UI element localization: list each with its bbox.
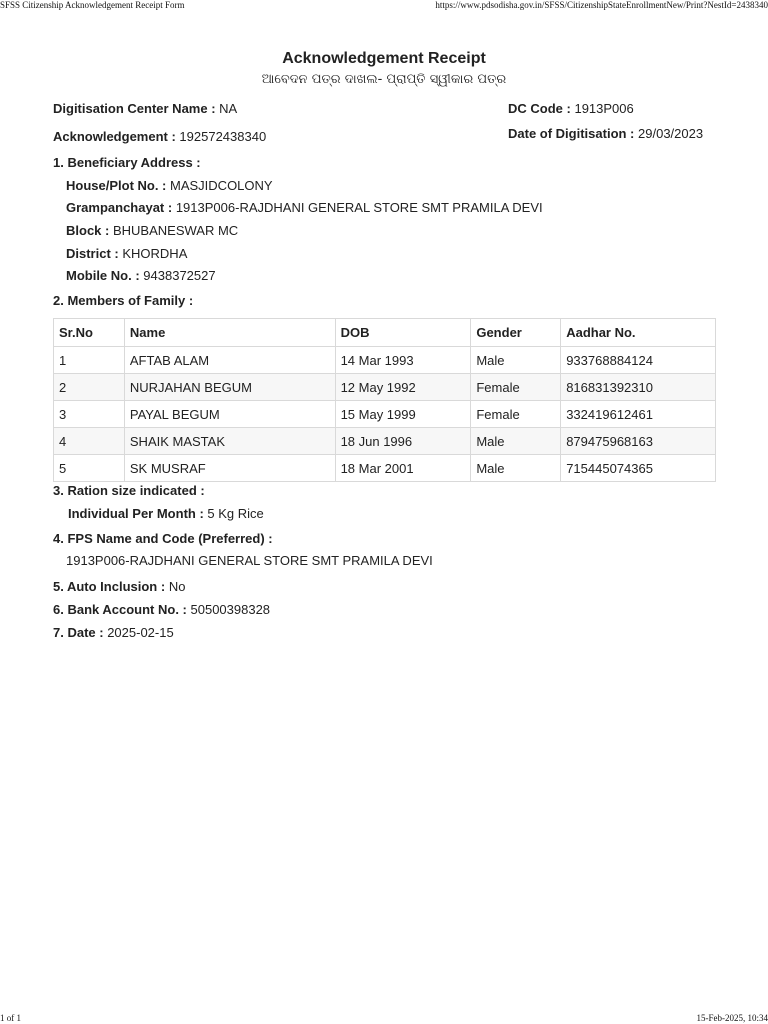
cell-aadhar: 933768884124 (561, 347, 716, 374)
grampanchayat-row (66, 200, 543, 216)
cell-gender: Male (471, 347, 561, 374)
print-header (0, 0, 768, 12)
page-title: Acknowledgement Receipt (282, 50, 486, 67)
cell-aadhar: 332419612461 (561, 401, 716, 428)
acknowledgement-row (53, 129, 266, 145)
date-row (53, 625, 174, 641)
members-heading: 2. Members of Family : (53, 293, 194, 308)
block-row (66, 223, 238, 239)
ration-value: 5 Kg Rice (207, 506, 264, 521)
cell-name: SK MUSRAF (124, 455, 335, 482)
center-name-row (53, 101, 237, 117)
center-name-value: NA (219, 101, 238, 116)
cell-aadhar: 816831392310 (561, 374, 716, 401)
cell-dob: 14 Mar 1993 (335, 347, 471, 374)
table-row (54, 401, 716, 428)
table-row (54, 347, 716, 374)
cell-gender: Male (471, 455, 561, 482)
page-subtitle-odia: ଆବେଦନ ପତ୍ର ଦାଖଲ- ପ୍ରାପ୍ତି ସ୍ୱୀକାର ପତ୍ର (261, 72, 507, 87)
col-gender: Gender (471, 319, 561, 347)
table-row (54, 428, 716, 455)
members-header-row (54, 319, 716, 347)
col-name: Name (124, 319, 335, 347)
cell-name: AFTAB ALAM (124, 347, 335, 374)
table-row (54, 374, 716, 401)
date-digitisation-label: Date of Digitisation : (508, 126, 635, 141)
district-row (66, 246, 187, 262)
date-label: 7. Date : (53, 625, 104, 640)
mobile-label: Mobile No. : (66, 268, 140, 283)
address-heading: 1. Beneficiary Address : (53, 155, 201, 170)
auto-inclusion-label: 5. Auto Inclusion : (53, 579, 166, 594)
auto-inclusion-row (53, 579, 185, 595)
table-row (54, 455, 716, 482)
acknowledgement-value: 192572438340 (179, 129, 267, 144)
cell-srno: 4 (54, 428, 125, 455)
fps-heading: 4. FPS Name and Code (Preferred) : (53, 531, 273, 546)
cell-name: NURJAHAN BEGUM (124, 374, 335, 401)
cell-aadhar: 715445074365 (561, 455, 716, 482)
cell-name: SHAIK MASTAK (124, 428, 335, 455)
mobile-value: 9438372527 (143, 268, 216, 283)
cell-name: PAYAL BEGUM (124, 401, 335, 428)
print-footer (0, 1012, 768, 1024)
grampanchayat-label: Grampanchayat : (66, 200, 173, 215)
cell-srno: 5 (54, 455, 125, 482)
col-dob: DOB (335, 319, 471, 347)
cell-srno: 2 (54, 374, 125, 401)
bank-account-label: 6. Bank Account No. : (53, 602, 187, 617)
cell-aadhar: 879475968163 (561, 428, 716, 455)
print-header-url: https://www.pdsodisha.gov.in/SFSS/CitizenshipStateEnrollmentNew/Print?NestId=2438340 (435, 0, 768, 10)
print-timestamp: 15-Feb-2025, 10:34 (696, 1013, 768, 1023)
cell-gender: Male (471, 428, 561, 455)
print-header-title: SFSS Citizenship Acknowledgement Receipt Form (0, 0, 185, 10)
members-table (53, 318, 716, 482)
cell-dob: 12 May 1992 (335, 374, 471, 401)
house-row (66, 178, 273, 194)
block-label: Block : (66, 223, 110, 238)
cell-gender: Female (471, 401, 561, 428)
dc-code-row (508, 101, 634, 117)
col-srno: Sr.No (54, 319, 125, 347)
cell-gender: Female (471, 374, 561, 401)
ration-label: Individual Per Month : (68, 506, 204, 521)
dc-code-value: 1913P006 (574, 101, 634, 116)
cell-srno: 1 (54, 347, 125, 374)
ration-row (68, 506, 264, 522)
fps-value: 1913P006-RAJDHANI GENERAL STORE SMT PRAMILA DEVI (66, 553, 433, 568)
cell-dob: 18 Mar 2001 (335, 455, 471, 482)
district-label: District : (66, 246, 119, 261)
date-digitisation-row (508, 126, 703, 142)
grampanchayat-value: 1913P006-RAJDHANI GENERAL STORE SMT PRAMILA DEVI (175, 200, 543, 215)
auto-inclusion-value: No (168, 579, 186, 594)
dc-code-label: DC Code : (508, 101, 571, 116)
bank-account-row (53, 602, 270, 618)
bank-account-value: 50500398328 (190, 602, 271, 617)
acknowledgement-label: Acknowledgement : (53, 129, 176, 144)
page-count: 1 of 1 (0, 1013, 21, 1023)
district-value: KHORDHA (122, 246, 188, 261)
house-label: House/Plot No. : (66, 178, 167, 193)
center-name-label: Digitisation Center Name : (53, 101, 216, 116)
ration-heading: 3. Ration size indicated : (53, 483, 205, 498)
date-digitisation-value: 29/03/2023 (638, 126, 704, 141)
col-aadhar: Aadhar No. (561, 319, 716, 347)
date-value: 2025-02-15 (107, 625, 174, 640)
cell-dob: 15 May 1999 (335, 401, 471, 428)
house-value: MASJIDCOLONY (170, 178, 273, 193)
mobile-row (66, 268, 216, 284)
cell-dob: 18 Jun 1996 (335, 428, 471, 455)
cell-srno: 3 (54, 401, 125, 428)
block-value: BHUBANESWAR MC (112, 223, 239, 238)
